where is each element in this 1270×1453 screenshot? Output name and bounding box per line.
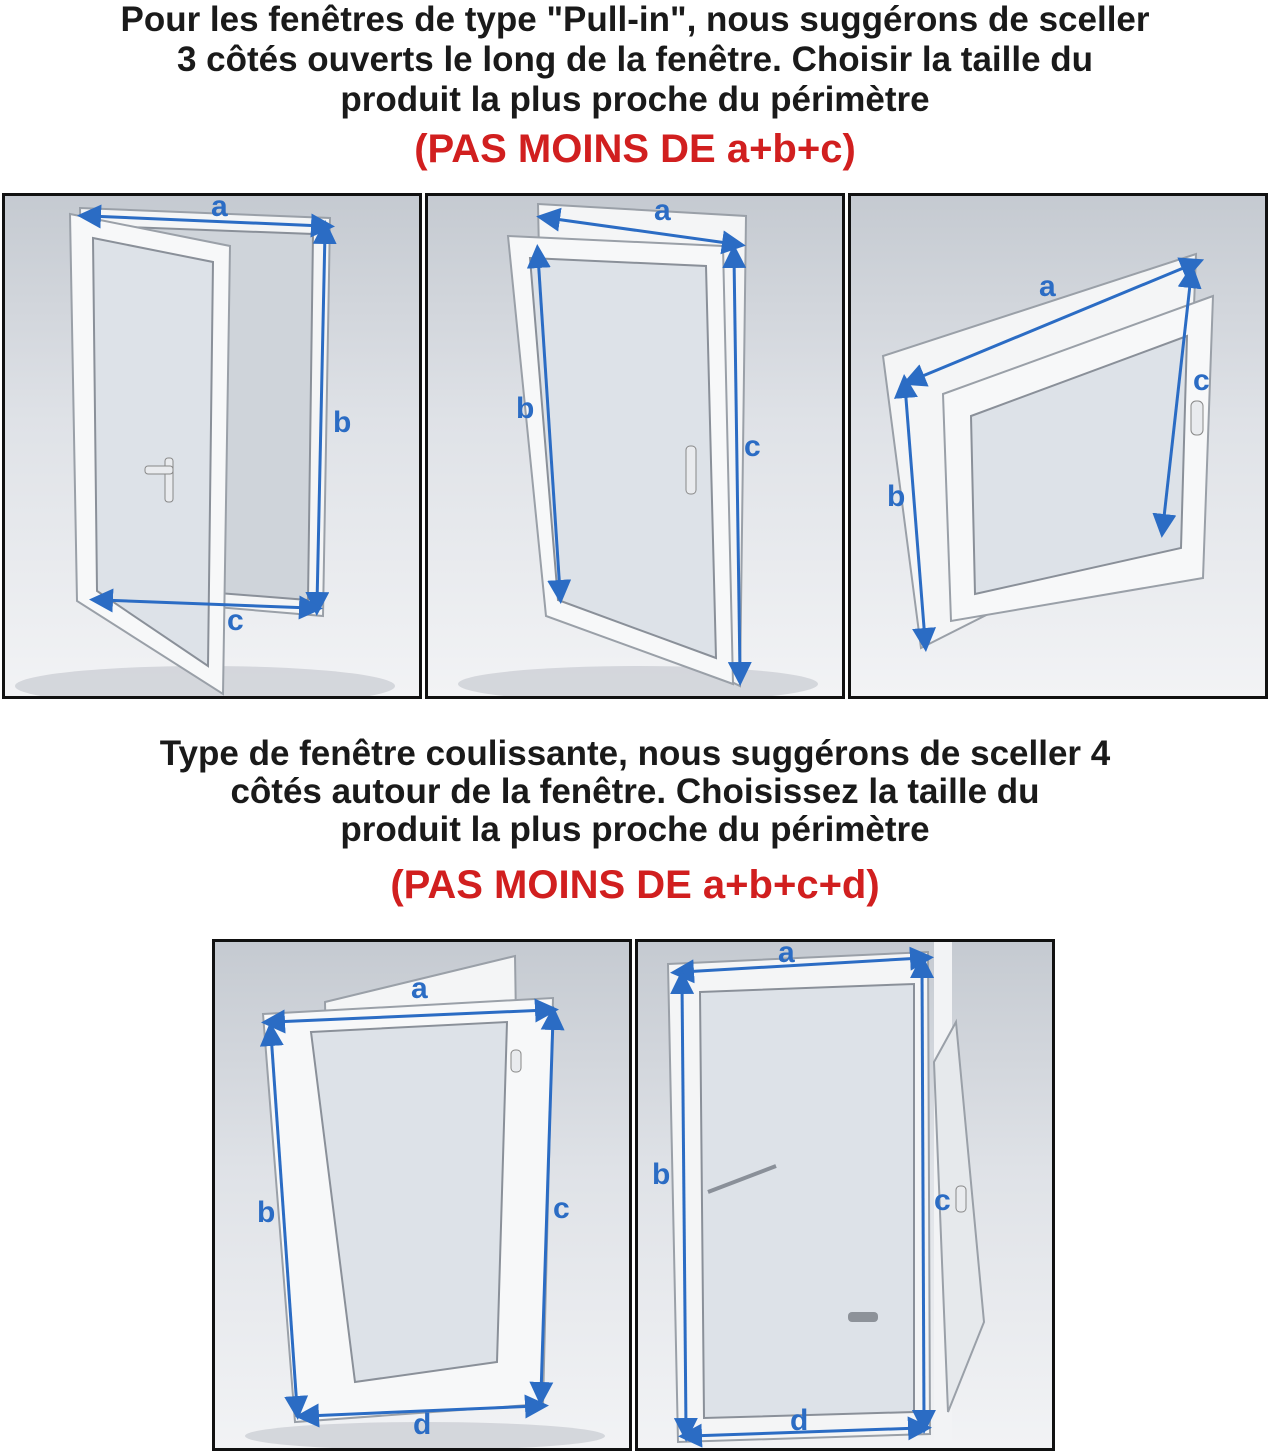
dimension-label-c: c [1193,364,1210,397]
instruction-line: produit la plus proche du périmètre [340,810,930,849]
bottom-instructions [0,735,1270,849]
instruction-line: Pour les fenêtres de type "Pull-in", nous suggérons de sceller [120,0,1150,39]
dimension-label-a: a [411,972,428,1005]
casement-window-illustration [5,196,419,696]
tilt-window-four-sides-panel [215,942,629,1448]
top-requirement: (PAS MOINS DE a+b+c) [414,127,856,171]
dimension-label-b: b [887,480,906,513]
dimension-label-a: a [654,196,671,227]
dimension-label-b: b [257,1196,276,1229]
dimension-label-c: c [934,1184,951,1217]
dimension-label-a: a [778,942,795,969]
instruction-line: Type de fenêtre coulissante, nous suggérons de sceller 4 [159,734,1111,773]
bottom-requirement: (PAS MOINS DE a+b+c+d) [390,863,880,907]
top-instructions [0,0,1270,120]
instruction-line: côtés autour de la fenêtre. Choisissez la taille du [230,772,1040,811]
dimension-label-c: c [744,430,761,463]
dimension-label-a: a [1039,270,1056,303]
instruction-line: produit la plus proche du périmètre [340,80,930,119]
casement-window-panel [5,196,419,696]
awning-window-panel [638,942,1052,1448]
tilt-window-panel [428,196,842,696]
dimension-label-b: b [516,392,535,425]
hopper-window-illustration [851,196,1265,696]
awning-window-illustration [638,942,1052,1448]
dimension-label-b: b [333,406,352,439]
tilt-window-illustration [428,196,842,696]
dimension-label-c: c [553,1192,570,1225]
dimension-label-a: a [211,196,228,223]
dimension-label-d: d [413,1408,432,1441]
dimension-label-d: d [790,1404,809,1437]
hopper-window-panel [851,196,1265,696]
dimension-label-b: b [652,1158,671,1191]
dimension-label-c: c [227,604,244,637]
instruction-line: 3 côtés ouverts le long de la fenêtre. Choisir la taille du [176,40,1094,79]
